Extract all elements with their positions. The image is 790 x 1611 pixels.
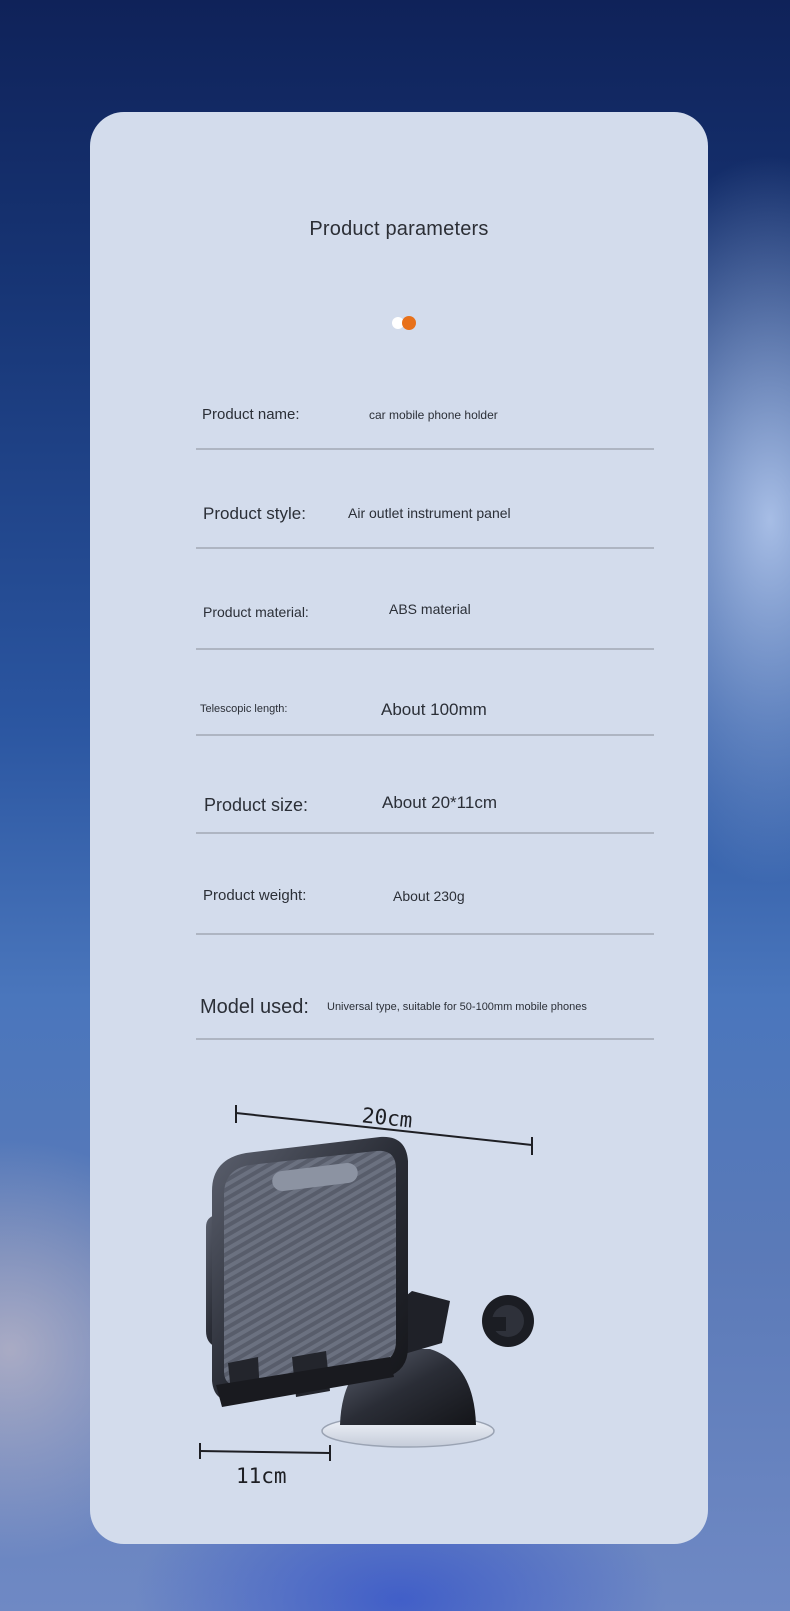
param-value: About 100mm [381, 700, 487, 719]
param-value: Universal type, suitable for 50-100mm mobile phones [327, 1001, 587, 1013]
indicator-dots-icon [392, 316, 418, 330]
height-dimension-label: 11cm [236, 1464, 287, 1488]
param-value: About 230g [393, 888, 465, 904]
param-value: About 20*11cm [382, 793, 497, 812]
param-value: ABS material [389, 601, 471, 617]
param-row-style [196, 448, 654, 549]
width-dimension-label: 20cm [360, 1103, 414, 1133]
param-value: car mobile phone holder [369, 408, 498, 422]
knob-icon [482, 1295, 534, 1347]
height-dimension-line [200, 1443, 330, 1461]
param-label: Product material: [203, 604, 309, 620]
param-value: Air outlet instrument panel [348, 505, 511, 521]
param-label: Product style: [203, 504, 306, 523]
param-label: Product name: [202, 406, 300, 423]
param-label: Telescopic length: [200, 703, 288, 715]
param-row-weight [196, 832, 654, 935]
indicator-dot-orange [402, 316, 416, 330]
param-label: Product weight: [203, 887, 307, 904]
param-row-size [196, 734, 654, 834]
param-row-name [196, 372, 654, 450]
page-title: Product parameters [309, 218, 489, 240]
param-label: Model used: [200, 996, 309, 1018]
param-row-telescopic [196, 648, 654, 736]
param-row-model [196, 933, 654, 1040]
param-row-material [196, 547, 654, 650]
param-label: Product size: [204, 795, 309, 815]
phone-holder-illustration [90, 1095, 610, 1535]
